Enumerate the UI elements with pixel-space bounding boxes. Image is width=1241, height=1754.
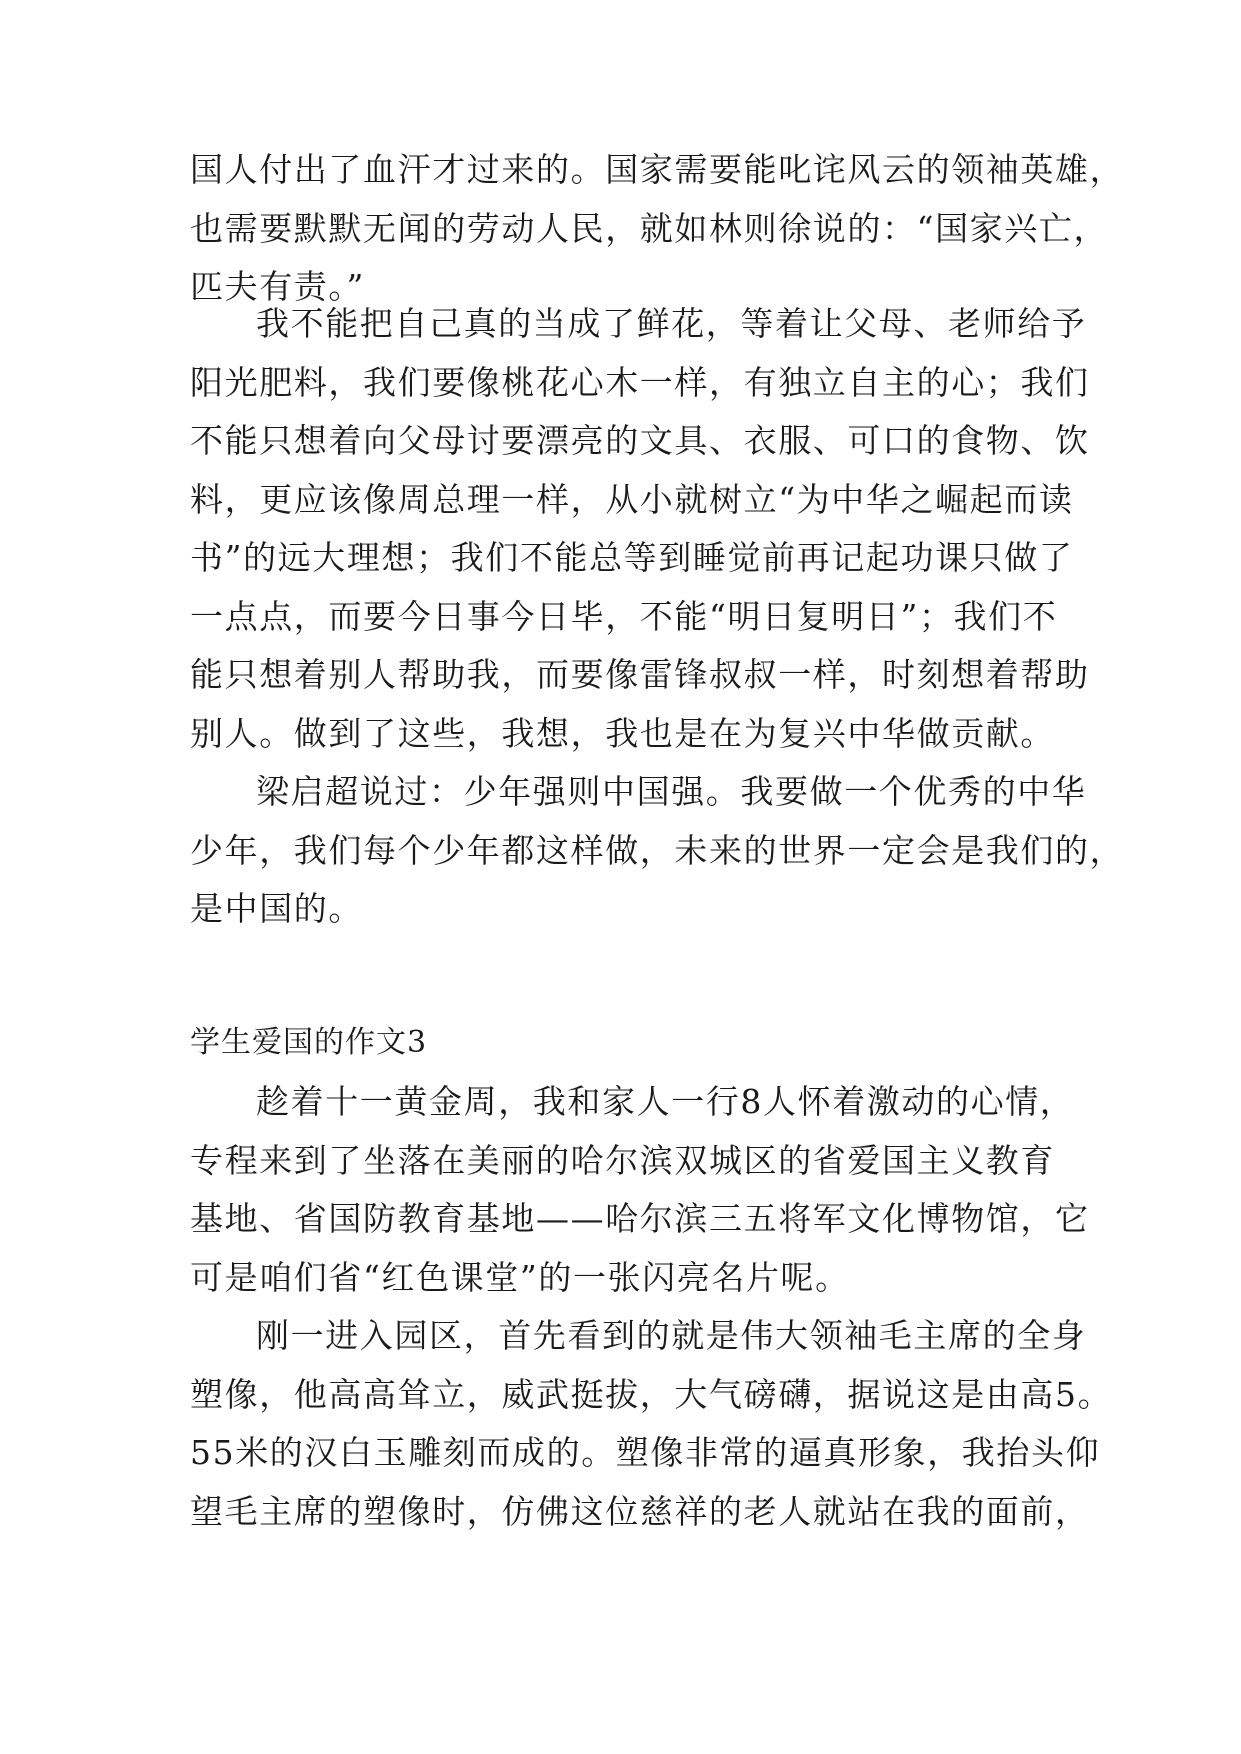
text-line: 刚一进入园区，首先看到的就是伟大领袖毛主席的全身 [256, 1316, 1087, 1355]
text-line: 我不能把自己真的当成了鲜花，等着让父母、老师给予 [256, 304, 1087, 343]
text-line: 基地、省国防教育基地——哈尔滨三五将军文化博物馆，它 [190, 1199, 1090, 1238]
text-line: 国人付出了血汗才过来的。国家需要能叱诧风云的领袖英雄， [190, 150, 1125, 189]
text-line: 能只想着别人帮助我，而要像雷锋叔叔一样，时刻想着帮助 [190, 655, 1090, 694]
text-line: 专程来到了坐落在美丽的哈尔滨双城区的省爱国主义教育 [190, 1140, 1055, 1180]
text-line: 不能只想着向父母讨要漂亮的文具、衣服、可口的食物、饮 [190, 421, 1090, 460]
text-line: 可是咱们省“红色课堂”的一张闪亮名片呢。 [190, 1257, 850, 1297]
text-line: 别人。做到了这些，我想，我也是在为复兴中华做贡献。 [190, 713, 1055, 753]
text-line: 书”的远大理想；我们不能总等到睡觉前再记起功课只做了 [190, 538, 1074, 577]
paragraph-4 [190, 1073, 1090, 1307]
text-line: 少年，我们每个少年都这样做，未来的世界一定会是我们的， [190, 830, 1125, 870]
text-line: 趁着十一黄金周，我和家人一行8人怀着激动的心情， [256, 1082, 1075, 1121]
paragraph-2 [190, 295, 1090, 763]
text-line: 55米的汉白玉雕刻而成的。塑像非常的逼真形象，我抬头仰 [190, 1433, 1101, 1472]
paragraph-5 [190, 1307, 1113, 1541]
text-line: 阳光肥料，我们要像桃花心木一样，有独立自主的心；我们 [190, 362, 1090, 402]
text-line: 匹夫有责。” [190, 267, 365, 306]
section-title: 学生爱国的作文3 [190, 1025, 428, 1060]
text-line: 望毛主席的塑像时，仿佛这位慈祥的老人就站在我的面前， [190, 1491, 1090, 1531]
paragraph-3 [190, 763, 1125, 939]
text-line: 塑像，他高高耸立，威武挺拔，大气磅礴，据说这是由高5。 [190, 1374, 1113, 1414]
text-line: 梁启超说过：少年强则中国强。我要做一个优秀的中华 [256, 772, 1087, 811]
section-title-block [190, 1014, 1090, 1073]
text-line: 料，更应该像周总理一样，从小就树立“为中华之崛起而读 [190, 479, 1074, 519]
paragraph-continuation [190, 141, 1125, 317]
text-line: 也需要默默无闻的劳动人民，就如林则徐说的：“国家兴亡， [190, 208, 1109, 248]
text-line: 一点点，而要今日事今日毕，不能“明日复明日”；我们不 [190, 596, 1058, 636]
text-line: 是中国的。 [190, 889, 363, 928]
